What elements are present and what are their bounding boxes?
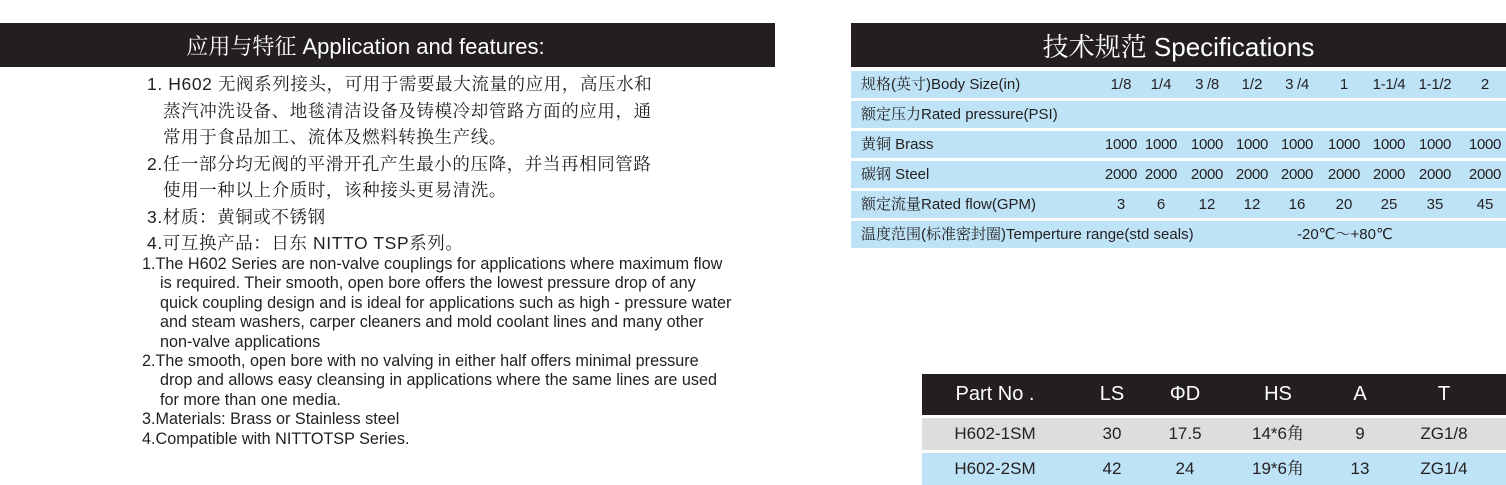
- temperature-range-value: -20℃～+80℃: [1297, 226, 1393, 243]
- spec-cell: 1/4: [1150, 76, 1172, 93]
- spec-cell: 1/8: [1110, 76, 1132, 93]
- features-list-english: [142, 255, 732, 449]
- spec-row-label: 碳钢 Steel: [861, 166, 930, 183]
- parts-row: [922, 453, 1506, 485]
- feature-item-zh: [147, 204, 767, 231]
- feature-text-zh: 3.材质：黄铜或不锈钢: [147, 206, 326, 227]
- parts-cell: 14*6角: [1252, 424, 1304, 443]
- spec-cell: 2000: [1144, 166, 1178, 183]
- parts-cell: H602-2SM: [954, 459, 1036, 478]
- spec-cell: 1: [1339, 76, 1349, 93]
- spec-cell: 1000: [1104, 136, 1138, 153]
- spec-cell: 20: [1335, 196, 1353, 213]
- spec-cell: 1000: [1418, 136, 1452, 153]
- spec-cell: 3: [1116, 196, 1126, 213]
- parts-header-cell: A: [1353, 383, 1367, 405]
- parts-cell: H602-1SM: [954, 424, 1036, 443]
- spec-cell: 3 /8: [1195, 76, 1219, 93]
- feature-item-en: 2.The smooth, open bore with no valving in either half offers minimal pressure drop and allows easy cleansing in applications where the same lines are used for more than one media.: [142, 352, 717, 409]
- spec-row-label: 额定流量Rated flow(GPM): [861, 196, 1037, 213]
- spec-cell: 1-1/2: [1418, 76, 1452, 93]
- features-list-chinese: [147, 71, 767, 257]
- feature-item-zh: [147, 230, 767, 257]
- feature-item-en: 4.Compatible with NITTOTSP Series.: [142, 429, 410, 448]
- spec-cell: 1000: [1280, 136, 1314, 153]
- feature-text-zh: 2.任一部分均无阀的平滑开孔产生最小的压降，并当再相同管路: [147, 153, 652, 174]
- specifications-header: [851, 23, 1506, 67]
- spec-row-label: 额定压力Rated pressure(PSI): [861, 106, 1058, 123]
- spec-cell: 1/2: [1241, 76, 1263, 93]
- spec-row: [851, 191, 1506, 218]
- parts-header-cell: T: [1437, 383, 1451, 405]
- spec-cell: 1000: [1327, 136, 1361, 153]
- parts-cell: 19*6角: [1252, 459, 1304, 478]
- feature-text-zh-continued: 蒸汽冲洗设备、地毯清洁设备及铸模冷却管路方面的应用，通: [163, 100, 652, 121]
- spec-cell: 12: [1243, 196, 1261, 213]
- parts-cell: 24: [1175, 459, 1195, 478]
- feature-text-zh-continued: 常用于食品加工、流体及燃料转换生产线。: [163, 127, 507, 147]
- spec-cell: 2000: [1280, 166, 1314, 183]
- spec-cell: 2000: [1327, 166, 1361, 183]
- spec-row: [851, 131, 1506, 158]
- spec-cell: 2000: [1418, 166, 1452, 183]
- spec-cell: 12: [1198, 196, 1216, 213]
- spec-cell: 1000: [1372, 136, 1406, 153]
- spec-row-label: 黄铜 Brass: [861, 136, 934, 153]
- parts-cell: 17.5: [1168, 424, 1202, 443]
- spec-cell: 35: [1426, 196, 1444, 213]
- feature-item-en: 1.The H602 Series are non-valve couplings for applications where maximum flow is required. Their smooth, open bore offers the lowest pressure drop of any quick coupling design and is ideal for applications such as high - pressure water and steam washers, carper cleaners and mold coolant lines and many other non-valve applications: [142, 255, 732, 351]
- parts-cell: 42: [1102, 459, 1122, 478]
- feature-item-zh: [147, 71, 767, 151]
- spec-cell: 1000: [1190, 136, 1224, 153]
- parts-cell: 30: [1102, 424, 1122, 443]
- spec-cell: 2: [1480, 76, 1490, 93]
- feature-item-zh: [147, 151, 767, 204]
- parts-cell: ZG1/8: [1420, 424, 1468, 443]
- spec-row: [851, 71, 1506, 98]
- spec-cell: 1-1/4: [1372, 76, 1406, 93]
- feature-item-en: 3.Materials: Brass or Stainless steel: [142, 410, 400, 429]
- feature-text-zh: 4.可互换产品：日东 NITTO TSP系列。: [147, 233, 464, 253]
- parts-row: [922, 418, 1506, 450]
- spec-row: [851, 101, 1506, 128]
- parts-header-cell: LS: [1099, 383, 1125, 405]
- spec-row: [851, 161, 1506, 188]
- spec-cell: 1000: [1468, 136, 1502, 153]
- spec-cell: 2000: [1468, 166, 1502, 183]
- specifications-table: [851, 71, 1506, 251]
- parts-cell: ZG1/4: [1420, 459, 1468, 478]
- spec-cell: 1000: [1235, 136, 1269, 153]
- part-dimensions-table: [922, 374, 1506, 485]
- spec-row-label: 规格(英寸)Body Size(in): [861, 76, 1021, 93]
- spec-cell: 6: [1156, 196, 1166, 213]
- parts-header-row: [922, 374, 1506, 415]
- parts-header-cell: Part No .: [955, 383, 1035, 405]
- spec-cell: 3 /4: [1285, 76, 1309, 93]
- feature-text-zh: 1. H602 无阀系列接头，可用于需要最大流量的应用，高压水和: [147, 74, 653, 94]
- spec-cell: 25: [1380, 196, 1398, 213]
- spec-cell: 1000: [1144, 136, 1178, 153]
- parts-cell: 13: [1350, 459, 1370, 478]
- spec-row-label: 温度范围(标准密封圈)Temperture range(std seals): [861, 226, 1194, 243]
- spec-cell: 2000: [1104, 166, 1138, 183]
- application-title: 应用与特征 Application and features:: [186, 33, 545, 59]
- specifications-title: 技术规范 Specifications: [1042, 31, 1315, 62]
- parts-header-cell: ΦD: [1169, 383, 1201, 405]
- parts-cell: 9: [1355, 424, 1365, 443]
- spec-cell: 2000: [1372, 166, 1406, 183]
- application-header: [0, 23, 775, 67]
- spec-cell: 2000: [1190, 166, 1224, 183]
- spec-cell: 2000: [1235, 166, 1269, 183]
- parts-header-cell: HS: [1264, 383, 1292, 405]
- spec-cell: 16: [1288, 196, 1306, 213]
- feature-text-zh-continued: 使用一种以上介质时，该种接头更易清洗。: [163, 180, 507, 200]
- spec-row: [851, 221, 1506, 248]
- spec-cell: 45: [1476, 196, 1494, 213]
